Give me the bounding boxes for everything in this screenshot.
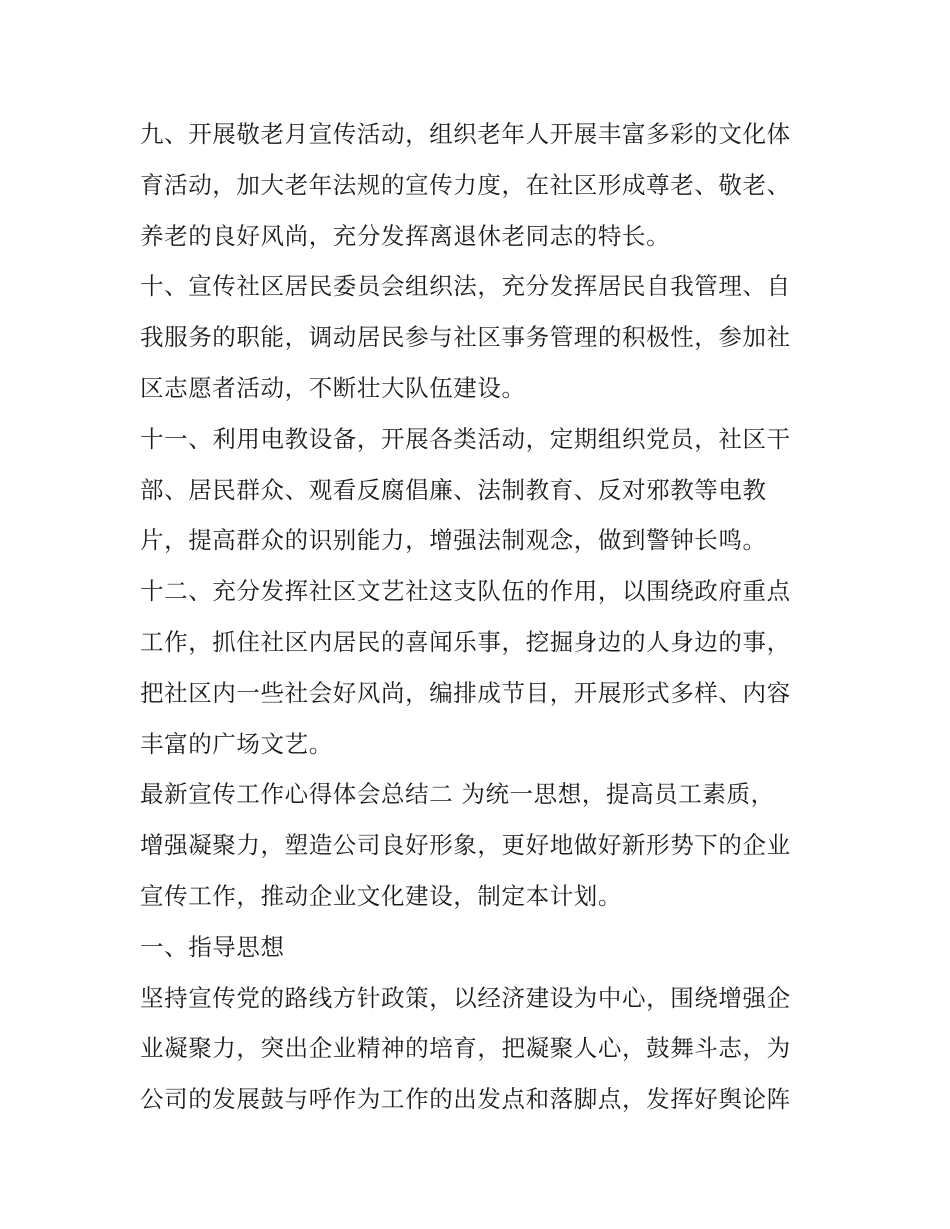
text-line: 增强凝聚力，塑造公司良好形象，更好地做好新形势下的企业	[140, 831, 791, 860]
text-line: 片，提高群众的识别能力，增强法制观念，做到警钟长鸣。	[140, 526, 767, 555]
text-line: 九、开展敬老月宣传活动，组织老年人开展丰富多彩的文化体	[140, 120, 791, 148]
text-line: 业凝聚力，突出企业精神的培育，把凝聚人心，鼓舞斗志，为	[140, 1034, 791, 1063]
text-line: 部、居民群众、观看反腐倡廉、法制教育、反对邪教等电教	[140, 475, 767, 504]
text-line: 宣传工作，推动企业文化建设，制定本计划。	[140, 881, 622, 910]
text-line: 工作，抓住社区内居民的喜闻乐事，挖掘身边的人身边的事，	[140, 627, 791, 656]
body-text	[140, 109, 830, 1125]
text-line: 十二、充分发挥社区文艺社这支队伍的作用，以围绕政府重点	[140, 577, 791, 606]
text-line: 最新宣传工作心得体会总结二 为统一思想，提高员工素质，	[140, 780, 775, 809]
text-line: 把社区内一些社会好风尚，编排成节目，开展形式多样、内容	[140, 678, 791, 707]
text-line: 我服务的职能，调动居民参与社区事务管理的积极性，参加社	[140, 323, 791, 352]
text-line: 养老的良好风尚，充分发挥离退休老同志的特长。	[140, 221, 671, 250]
text-line: 育活动，加大老年法规的宣传力度，在社区形成尊老、敬老、	[140, 170, 791, 199]
text-line: 区志愿者活动，不断壮大队伍建设。	[140, 373, 526, 402]
text-line: 丰富的广场文艺。	[140, 729, 333, 758]
text-line: 公司的发展鼓与呼作为工作的出发点和落脚点，发挥好舆论阵	[140, 1085, 791, 1114]
text-line: 十一、利用电教设备，开展各类活动，定期组织党员，社区干	[140, 424, 791, 453]
text-line: 坚持宣传党的路线方针政策，以经济建设为中心，围绕增强企	[140, 983, 791, 1012]
section-heading: 一、指导思想	[140, 932, 285, 961]
text-line: 十、宣传社区居民委员会组织法，充分发挥居民自我管理、自	[140, 272, 791, 301]
